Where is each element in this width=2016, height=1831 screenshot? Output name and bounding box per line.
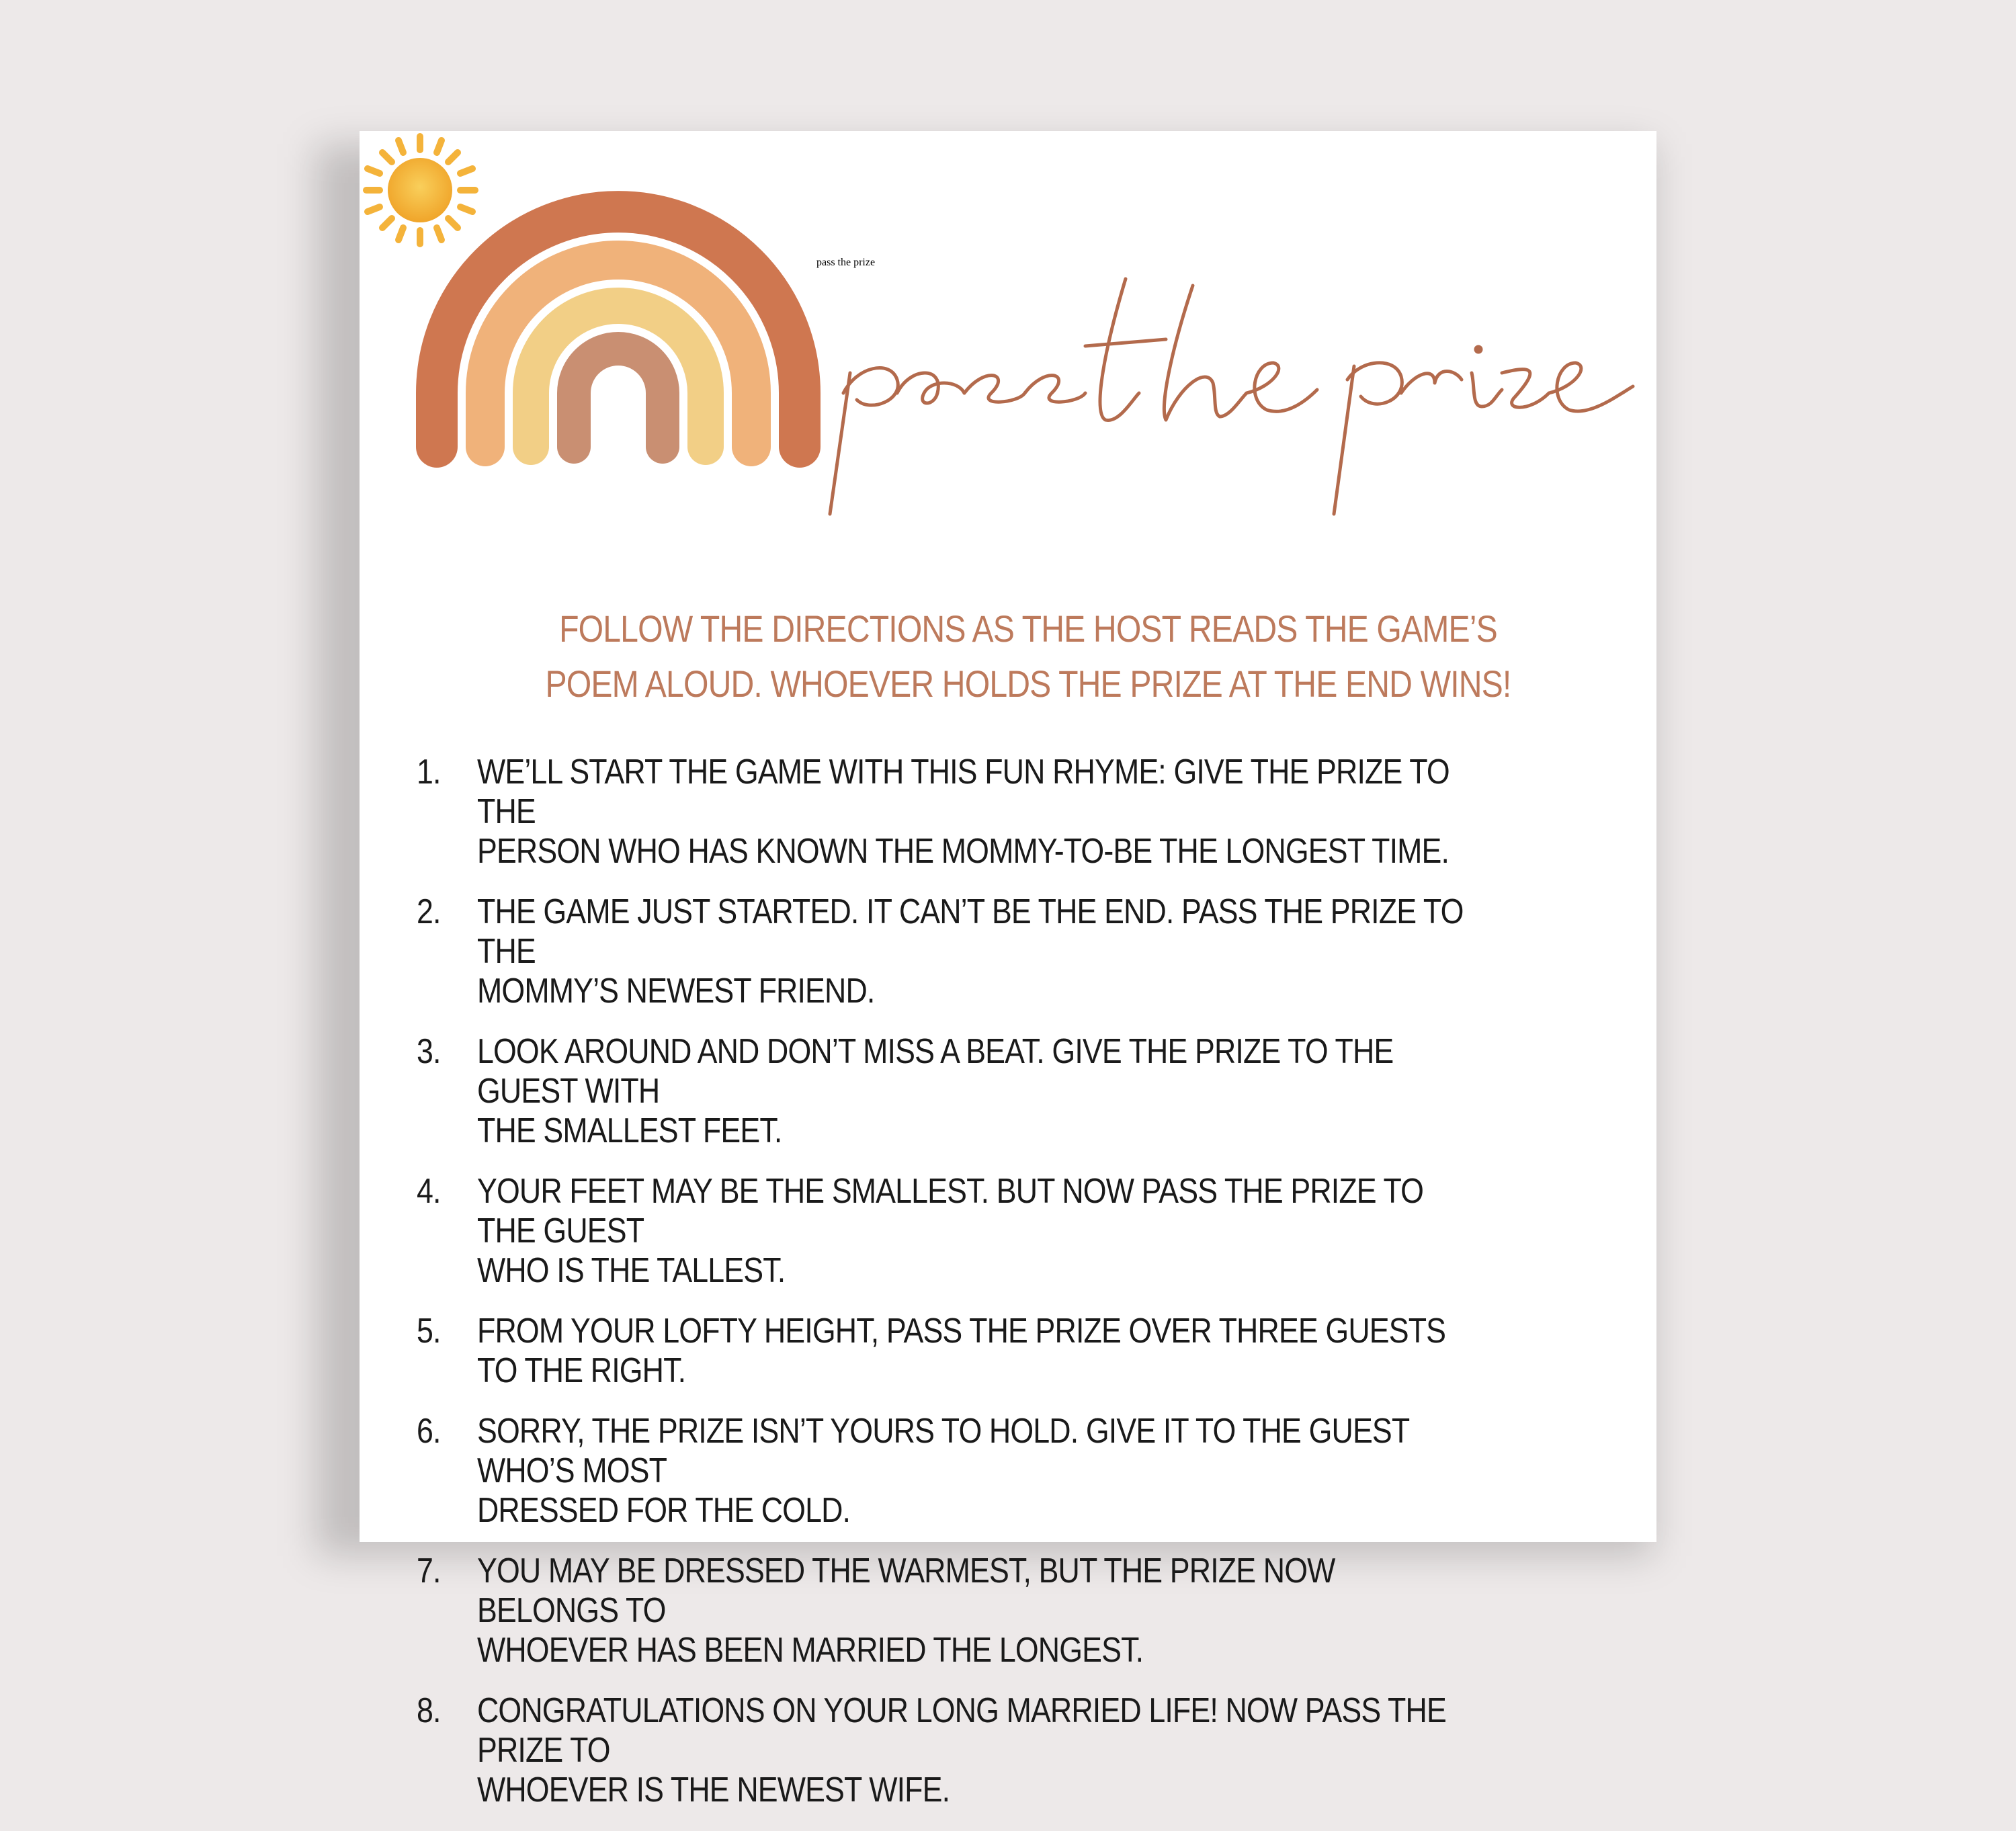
list-item <box>417 1312 1646 1391</box>
rule-text: SORRY, THE PRIZE ISN’T YOURS TO HOLD. GIVE IT TO THE GUEST WHO’S MOST DRESSED FOR THE COLD. <box>477 1412 1409 1530</box>
rule-number: 2. <box>417 892 441 931</box>
rule-number: 5. <box>417 1312 441 1351</box>
rule-text: CONGRATULATIONS ON YOUR LONG MARRIED LIFE! NOW PASS THE PRIZE TO WHOEVER IS THE NEWEST WIFE. <box>477 1691 1446 1809</box>
list-item <box>417 1551 1646 1670</box>
rule-text: FROM YOUR LOFTY HEIGHT, PASS THE PRIZE OVER THREE GUESTS TO THE RIGHT. <box>477 1312 1446 1390</box>
list-item <box>417 1172 1646 1291</box>
page-title: pass the prize <box>816 257 876 268</box>
rule-number: 3. <box>417 1032 441 1071</box>
rule-number: 4. <box>417 1172 441 1211</box>
list-item <box>417 1691 1646 1810</box>
rule-text: YOUR FEET MAY BE THE SMALLEST. BUT NOW PASS THE PRIZE TO THE GUEST WHO IS THE TALLEST. <box>477 1172 1424 1290</box>
list-item <box>417 1412 1646 1531</box>
rule-text: YOU MAY BE DRESSED THE WARMEST, BUT THE PRIZE NOW BELONGS TO WHOEVER HAS BEEN MARRIED THE LONGEST. <box>477 1551 1335 1670</box>
rule-number: 7. <box>417 1551 441 1590</box>
list-item <box>417 753 1646 871</box>
rule-number: 8. <box>417 1691 441 1730</box>
list-item <box>417 892 1646 1011</box>
rule-number: 1. <box>417 753 441 792</box>
directions-text: FOLLOW THE DIRECTIONS AS THE HOST READS THE GAME’S POEM ALOUD. WHOEVER HOLDS THE PRIZE AT THE END WINS! <box>545 607 1511 705</box>
list-item <box>417 1032 1646 1151</box>
title-script <box>816 257 1643 534</box>
rule-text: WE’LL START THE GAME WITH THIS FUN RHYME: GIVE THE PRIZE TO THE PERSON WHO HAS KNOWN THE MOMMY-TO-BE THE LONGEST TIME. <box>477 753 1450 871</box>
rule-text: LOOK AROUND AND DON’T MISS A BEAT. GIVE THE PRIZE TO THE GUEST WITH THE SMALLEST FEET. <box>477 1032 1394 1150</box>
rule-number: 6. <box>417 1412 441 1451</box>
printable-sheet <box>360 131 1656 1809</box>
rule-text: THE GAME JUST STARTED. IT CAN’T BE THE END. PASS THE PRIZE TO THE MOMMY’S NEWEST FRIEND. <box>477 892 1464 1011</box>
rainbow-icon <box>410 191 827 454</box>
rules-list <box>417 753 1646 1831</box>
